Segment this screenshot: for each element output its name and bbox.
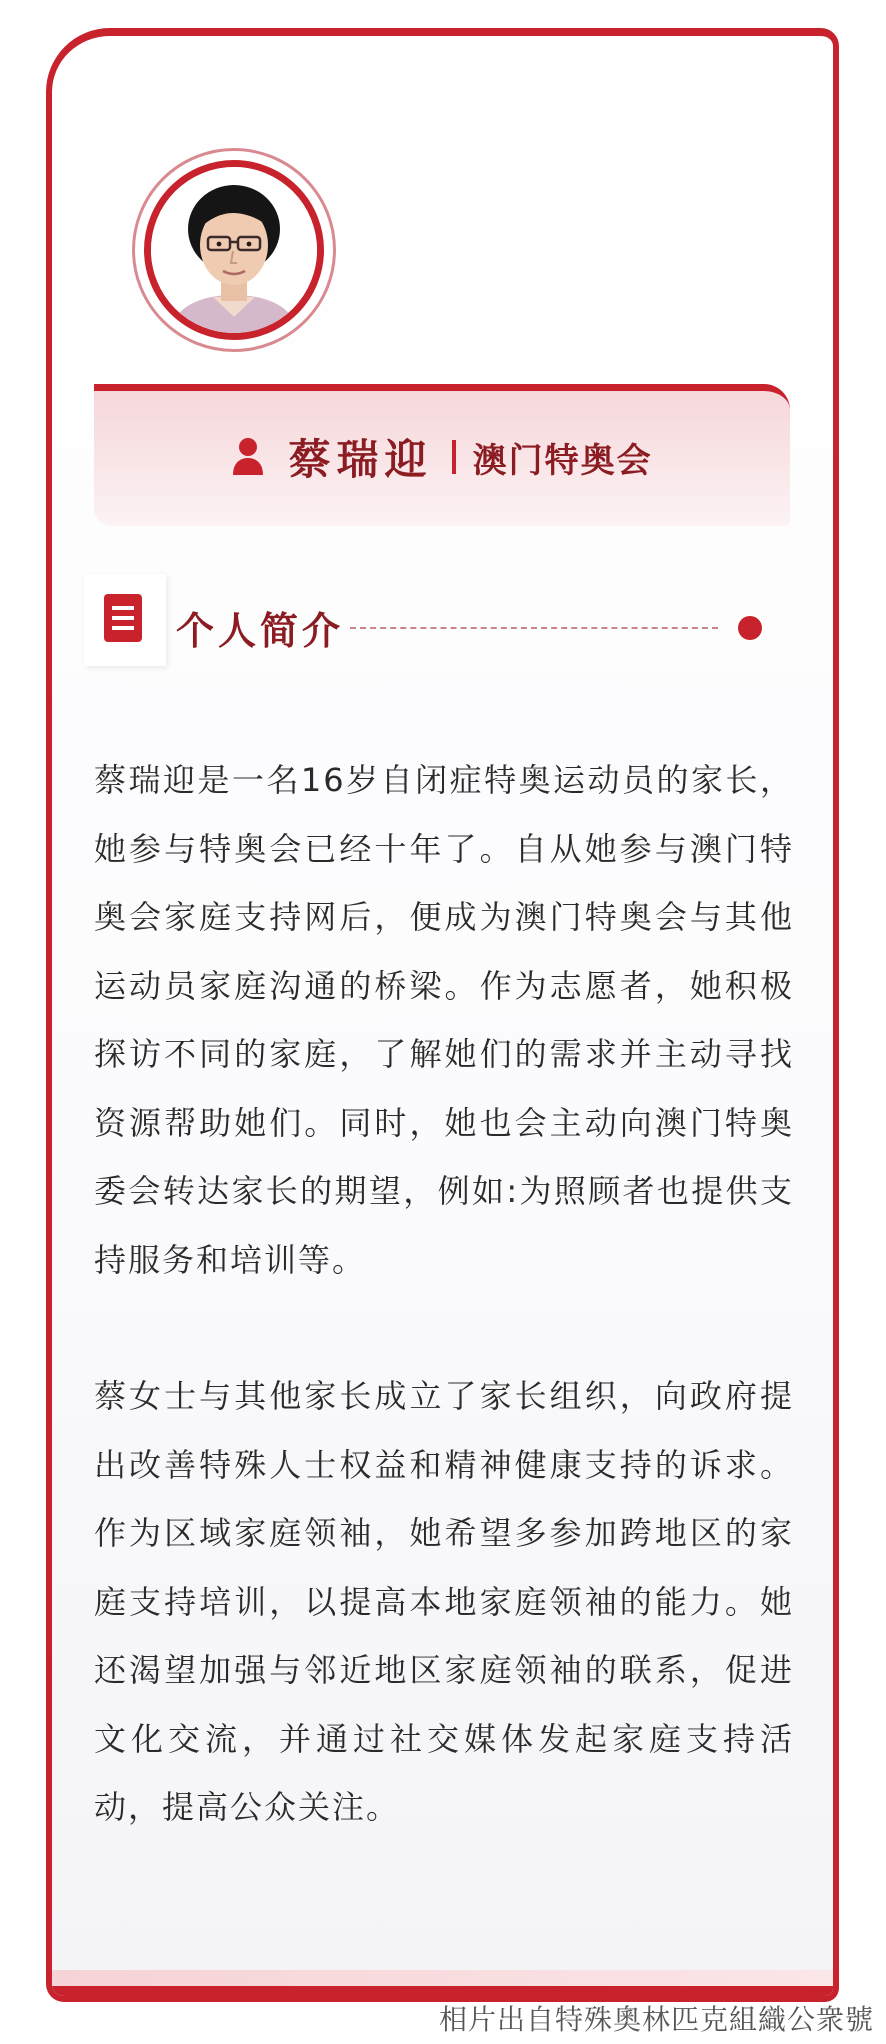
decorative-bottom-stripe [52, 1986, 833, 1996]
red-dot [738, 616, 762, 640]
document-icon [84, 574, 166, 666]
avatar [144, 160, 324, 340]
photo-credit: 相片出自特殊奧林匹克組織公衆號 [438, 2003, 874, 2036]
biography-paragraph: 蔡女士与其他家长成立了家长组织，向政府提出改善特殊人士权益和精神健康支持的诉求。作为区域家庭领袖，她希望多参加跨地区的家庭支持培训，以提高本地家庭领袖的能力。她还渴望加强与邻近地区家庭领袖的联系，促进文化交流，并通过社交媒体发起家庭支持活动，提高公众关注。 [94, 1377, 794, 1826]
person-name: 蔡瑞迎 [288, 435, 433, 484]
section-header [94, 584, 794, 666]
portrait-photo [151, 167, 317, 333]
biography-paragraph: 蔡瑞迎是一名16岁自闭症特奥运动员的家长，她参与特奥会已经十年了。自从她参与澳门特奥会家庭支持网后，便成为澳门特奥会与其他运动员家庭沟通的桥梁。作为志愿者，她积极探访不同的家庭，了解她们的需求并主动寻找资源帮助她们。同时，她也会主动向澳门特奥委会转达家长的期望，例如:为照顾者也提供支持服务和培训等。 [94, 761, 794, 1279]
name-divider [452, 440, 456, 474]
biography-text [94, 746, 794, 1842]
section-title: 个人简介 [176, 609, 345, 653]
dashed-divider [350, 627, 718, 629]
name-banner [94, 384, 790, 526]
person-icon [231, 437, 265, 477]
organization-name: 澳门特奥会 [472, 440, 653, 481]
decorative-curve [46, 28, 839, 186]
